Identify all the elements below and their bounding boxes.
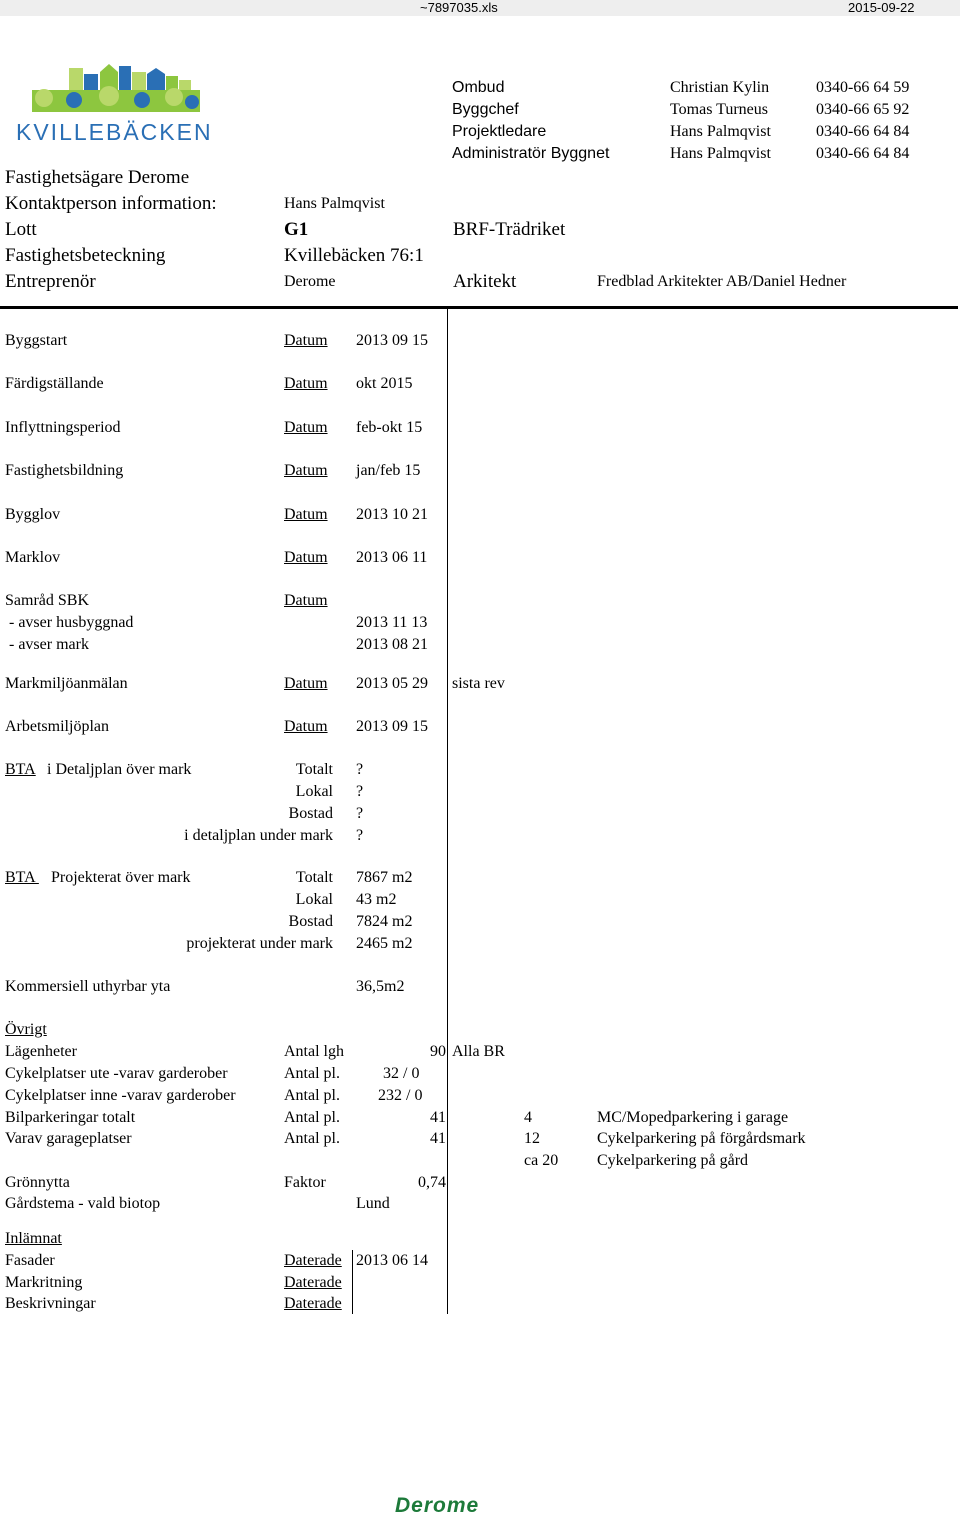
bta-row-value: ?: [356, 783, 364, 800]
samrad-label: Samråd SBK: [5, 592, 89, 609]
bta-row-label: Totalt: [295, 761, 333, 778]
contact-name: Christian Kylin: [670, 79, 770, 96]
bta-label: BTA: [5, 869, 39, 886]
contact-name: Hans Palmqvist: [670, 145, 771, 162]
bta-row-label: Bostad: [288, 805, 333, 822]
svg-text:Derome: Derome: [395, 1494, 480, 1516]
contact-phone: 0340-66 64 84: [816, 145, 910, 162]
ovrigt-row-unit: Antal pl.: [284, 1065, 340, 1082]
brf-name: BRF-Trädriket: [453, 219, 566, 240]
lott-label: Lott: [5, 219, 37, 240]
date-value: jan/feb 15: [356, 462, 421, 479]
arkitekt-value: Fredblad Arkitekter AB/Daniel Hedner: [597, 273, 847, 290]
ovrigt-row-unit: Antal lgh: [284, 1043, 344, 1060]
header-divider: [0, 306, 958, 309]
samrad-sub-value: 2013 08 21: [356, 636, 428, 653]
bta-row-label: Totalt: [295, 869, 333, 886]
bta-row-value: ?: [356, 805, 364, 822]
ovrigt-row-value: 232 / 0: [378, 1087, 423, 1104]
inlamnat-heading: Inlämnat: [5, 1230, 62, 1247]
samrad-sub-label: - avser husbyggnad: [5, 614, 134, 631]
bta-row-label: projekterat under mark: [186, 935, 333, 952]
date-value: feb-okt 15: [356, 419, 423, 436]
gronnytta-label: Grönnytta: [5, 1174, 70, 1191]
contact-phone: 0340-66 65 92: [816, 101, 910, 118]
print-date: 2015-09-22: [848, 0, 915, 15]
bta-row-value: ?: [356, 761, 364, 778]
inlamnat-row-type: Daterade: [284, 1274, 342, 1291]
gardstema-label: Gårdstema - vald biotop: [5, 1195, 161, 1212]
ovrigt-row-unit: Antal pl.: [284, 1109, 340, 1126]
samrad-type: Datum: [284, 592, 328, 609]
markmiljo-type: Datum: [284, 675, 328, 692]
ovrigt-row-note: Alla BR: [452, 1043, 505, 1060]
gardstema-value: Lund: [356, 1195, 390, 1212]
inlamnat-row-type: Daterade: [284, 1252, 342, 1269]
ovrigt-row-value: 41: [430, 1130, 446, 1147]
date-type: Datum: [284, 419, 328, 436]
ovrigt-row-value: 41: [430, 1109, 446, 1126]
inlamnat-row-label: Fasader: [5, 1252, 55, 1269]
ovrigt-row-description: Cykelparkering på gård: [597, 1152, 749, 1169]
fastighetsbeteckning-label: Fastighetsbeteckning: [5, 245, 166, 266]
date-label: Marklov: [5, 549, 61, 566]
markmiljo-value: 2013 05 29: [356, 675, 428, 692]
date-type: Datum: [284, 549, 328, 566]
bta-row-value: 2465 m2: [356, 935, 413, 952]
ovrigt-row-label: Bilparkeringar totalt: [5, 1109, 136, 1126]
samrad-sub-label: - avser mark: [5, 636, 89, 653]
kvillebacken-logo: [14, 60, 219, 145]
inlamnat-row-label: Markritning: [5, 1274, 83, 1291]
contact-role-byggchef: Byggchef: [452, 101, 519, 118]
ovrigt-heading: Övrigt: [5, 1021, 47, 1038]
ovrigt-row-value: 32 / 0: [383, 1065, 420, 1082]
lott-value: G1: [284, 219, 309, 240]
contact-role-ombud: Ombud: [452, 79, 505, 96]
column-divider: [447, 309, 448, 1314]
bta-row-label: Lokal: [295, 891, 333, 908]
contact-role-projektledare: Projektledare: [452, 123, 547, 140]
inlamnat-row-value: 2013 06 14: [356, 1252, 428, 1269]
date-type: Datum: [284, 506, 328, 523]
date-value: 2013 06 11: [356, 549, 428, 566]
date-label: Bygglov: [5, 506, 61, 523]
date-label: Inflyttningsperiod: [5, 419, 121, 436]
date-value: 2013 10 21: [356, 506, 428, 523]
contact-phone: 0340-66 64 59: [816, 79, 910, 96]
date-type: Datum: [284, 332, 328, 349]
ovrigt-row-count: 12: [524, 1130, 540, 1147]
inlamnat-row-type: Daterade: [284, 1295, 342, 1312]
ovrigt-row-label: Varav garageplatser: [5, 1130, 132, 1147]
ovrigt-row-unit: Antal pl.: [284, 1087, 340, 1104]
bta-row-label: Bostad: [288, 913, 333, 930]
ovrigt-row-unit: Antal pl.: [284, 1130, 340, 1147]
derome-logo: [393, 1494, 528, 1516]
bta-row-label: i detaljplan under mark: [184, 827, 333, 844]
bta-projekterat-label: Projekterat över mark: [51, 869, 191, 886]
date-value: okt 2015: [356, 375, 413, 392]
markmiljo-note: sista rev: [452, 675, 505, 692]
markmiljo-label: Markmiljöanmälan: [5, 675, 128, 692]
date-label: Byggstart: [5, 332, 68, 349]
ovrigt-row-description: Cykelparkering på förgårdsmark: [597, 1130, 806, 1147]
date-value: 2013 09 15: [356, 332, 428, 349]
arkitekt-label: Arkitekt: [453, 271, 517, 292]
bta-row-value: 7867 m2: [356, 869, 413, 886]
date-type: Datum: [284, 462, 328, 479]
contact-name: Tomas Turneus: [670, 101, 769, 118]
bta-detaljplan-label: i Detaljplan över mark: [47, 761, 192, 778]
samrad-sub-value: 2013 11 13: [356, 614, 428, 631]
kommersiell-value: 36,5m2: [356, 978, 405, 995]
entreprenor-value: Derome: [284, 273, 336, 290]
owner-label: Fastighetsägare Derome: [5, 167, 190, 188]
ovrigt-row-count: 4: [524, 1109, 532, 1126]
contact-phone: 0340-66 64 84: [816, 123, 910, 140]
ovrigt-row-label: Lägenheter: [5, 1043, 77, 1060]
ovrigt-row-label: Cykelplatser ute -varav garderober: [5, 1065, 228, 1082]
ovrigt-row-value: 90: [430, 1043, 446, 1060]
contact-role-administrator: Administratör Byggnet: [452, 145, 610, 162]
column-divider: [352, 1250, 353, 1314]
bta-row-value: 7824 m2: [356, 913, 413, 930]
file-name: ~7897035.xls: [420, 0, 498, 15]
entreprenor-label: Entreprenör: [5, 271, 96, 292]
arbetsmiljo-label: Arbetsmiljöplan: [5, 718, 109, 735]
ovrigt-row-count: ca 20: [524, 1152, 559, 1169]
ovrigt-row-label: Cykelplatser inne -varav garderober: [5, 1087, 236, 1104]
kommersiell-label: Kommersiell uthyrbar yta: [5, 978, 171, 995]
date-label: Fastighetsbildning: [5, 462, 124, 479]
bta-row-value: ?: [356, 827, 364, 844]
bta-row-value: 43 m2: [356, 891, 397, 908]
fastighetsbeteckning-value: Kvillebäcken 76:1: [284, 245, 424, 266]
arbetsmiljo-value: 2013 09 15: [356, 718, 428, 735]
gronnytta-value: 0,74: [418, 1174, 446, 1191]
gronnytta-unit: Faktor: [284, 1174, 326, 1191]
bta-row-label: Lokal: [295, 783, 333, 800]
date-label: Färdigställande: [5, 375, 104, 392]
svg-text:KVILLEBÄCKEN: KVILLEBÄCKEN: [16, 119, 213, 145]
contact-person-value: Hans Palmqvist: [284, 195, 385, 212]
inlamnat-row-label: Beskrivningar: [5, 1295, 96, 1312]
bta-label: BTA: [5, 761, 36, 778]
ovrigt-row-description: MC/Mopedparkering i garage: [597, 1109, 789, 1126]
arbetsmiljo-type: Datum: [284, 718, 328, 735]
contact-name: Hans Palmqvist: [670, 123, 771, 140]
contact-person-label: Kontaktperson information:: [5, 193, 217, 214]
date-type: Datum: [284, 375, 328, 392]
